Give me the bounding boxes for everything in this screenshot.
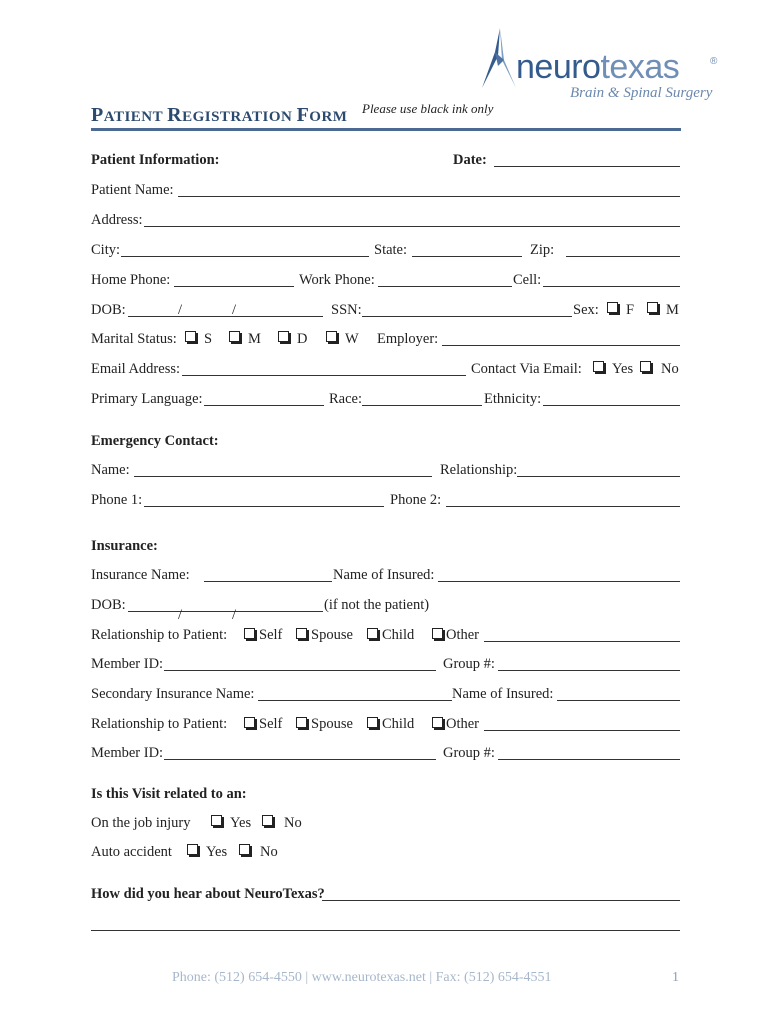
patient-name-field[interactable]: [178, 196, 680, 197]
insurance-name-label: Insurance Name:: [91, 567, 190, 583]
auto-accident-yes-checkbox[interactable]: [187, 844, 198, 855]
sec-rel-self-checkbox[interactable]: [244, 717, 255, 728]
sec-rel-spouse-label: Spouse: [311, 716, 353, 732]
marital-d-checkbox[interactable]: [278, 331, 289, 342]
contact-email-no-checkbox[interactable]: [640, 361, 651, 372]
patient-name-label: Patient Name:: [91, 182, 174, 198]
marital-status-label: Marital Status:: [91, 331, 177, 347]
section-emergency-contact: Emergency Contact:: [91, 433, 219, 449]
auto-accident-label: Auto accident: [91, 844, 172, 860]
name-of-insured-label: Name of Insured:: [333, 567, 435, 583]
sec-rel-spouse-checkbox[interactable]: [296, 717, 307, 728]
referral-question: How did you hear about NeuroTexas?: [91, 886, 325, 902]
ethnicity-label: Ethnicity:: [484, 391, 542, 407]
rel-child-checkbox[interactable]: [367, 628, 378, 639]
contact-via-email-label: Contact Via Email:: [471, 361, 582, 377]
secondary-relationship-label: Relationship to Patient:: [91, 716, 228, 732]
state-label: State:: [374, 242, 408, 258]
emergency-relationship-label: Relationship:: [440, 462, 518, 478]
dob-separator: /: [232, 302, 237, 318]
secondary-insurance-label: Secondary Insurance Name:: [91, 686, 255, 702]
sex-m-label: M: [666, 302, 679, 318]
insured-dob-field[interactable]: [128, 611, 323, 612]
auto-accident-no-label: No: [260, 844, 278, 860]
emergency-name-field[interactable]: [134, 476, 432, 477]
ethnicity-field[interactable]: [543, 405, 680, 406]
rel-spouse-label: Spouse: [311, 627, 353, 643]
form-title: PATIENT REGISTRATION FORM: [91, 104, 348, 126]
insurance-name-field[interactable]: [204, 581, 332, 582]
work-phone-field[interactable]: [378, 286, 512, 287]
section-patient-information: Patient Information:: [91, 152, 220, 168]
marital-m-checkbox[interactable]: [229, 331, 240, 342]
marital-w-checkbox[interactable]: [326, 331, 337, 342]
marital-d-label: D: [297, 331, 308, 347]
sec-rel-child-label: Child: [382, 716, 415, 732]
work-phone-label: Work Phone:: [299, 272, 375, 288]
city-label: City:: [91, 242, 121, 258]
job-injury-no-label: No: [284, 815, 302, 831]
referral-field-line-2[interactable]: [91, 930, 680, 931]
group-number-field[interactable]: [498, 670, 680, 671]
home-phone-label: Home Phone:: [91, 272, 171, 288]
rel-spouse-checkbox[interactable]: [296, 628, 307, 639]
auto-accident-yes-label: Yes: [206, 844, 228, 860]
secondary-group-number-field[interactable]: [498, 759, 680, 760]
sex-f-label: F: [626, 302, 635, 318]
group-number-label: Group #:: [443, 656, 495, 672]
email-address-label: Email Address:: [91, 361, 181, 377]
sec-rel-other-field[interactable]: [484, 730, 680, 731]
marital-s-label: S: [204, 331, 213, 347]
marital-w-label: W: [345, 331, 359, 347]
employer-field[interactable]: [442, 345, 680, 346]
sex-label: Sex:: [573, 302, 599, 318]
ssn-field[interactable]: [362, 316, 572, 317]
ssn-label: SSN:: [331, 302, 362, 318]
rel-self-label: Self: [259, 627, 283, 643]
emergency-relationship-field[interactable]: [517, 476, 680, 477]
employer-label: Employer:: [377, 331, 439, 347]
emergency-phone1-field[interactable]: [144, 506, 384, 507]
rel-child-label: Child: [382, 627, 415, 643]
section-visit-related: Is this Visit related to an:: [91, 786, 247, 802]
date-label: Date:: [453, 152, 487, 168]
dob-separator: /: [232, 607, 237, 623]
sex-m-checkbox[interactable]: [647, 302, 658, 313]
header-divider: [91, 128, 681, 131]
secondary-member-id-field[interactable]: [164, 759, 436, 760]
emergency-phone2-label: Phone 2:: [390, 492, 442, 508]
sec-rel-other-checkbox[interactable]: [432, 717, 443, 728]
secondary-name-of-insured-field[interactable]: [557, 700, 680, 701]
city-field[interactable]: [121, 256, 369, 257]
primary-language-label: Primary Language:: [91, 391, 203, 407]
race-label: Race:: [329, 391, 363, 407]
sec-rel-other-label: Other: [446, 716, 480, 732]
emergency-phone2-field[interactable]: [446, 506, 680, 507]
dob-separator: /: [178, 607, 183, 623]
referral-field[interactable]: [322, 900, 680, 901]
cell-field[interactable]: [543, 286, 680, 287]
sec-rel-child-checkbox[interactable]: [367, 717, 378, 728]
logo-tagline: Brain & Spinal Surgery: [570, 85, 713, 101]
job-injury-no-checkbox[interactable]: [262, 815, 273, 826]
rel-other-label: Other: [446, 627, 480, 643]
address-label: Address:: [91, 212, 143, 228]
logo-wordmark: neurotexas: [516, 48, 680, 86]
job-injury-yes-checkbox[interactable]: [211, 815, 222, 826]
zip-field[interactable]: [566, 256, 680, 257]
sex-f-checkbox[interactable]: [607, 302, 618, 313]
ink-note: Please use black ink only: [362, 101, 494, 116]
registered-mark: ®: [710, 56, 718, 67]
job-injury-yes-label: Yes: [230, 815, 252, 831]
section-insurance: Insurance:: [91, 538, 158, 554]
job-injury-label: On the job injury: [91, 815, 191, 831]
home-phone-field[interactable]: [174, 286, 294, 287]
footer-contact: Phone: (512) 654-4550 | www.neurotexas.net | Fax: (512) 654-4551: [172, 970, 552, 985]
secondary-member-id-label: Member ID:: [91, 745, 164, 761]
primary-language-field[interactable]: [204, 405, 324, 406]
marital-s-checkbox[interactable]: [185, 331, 196, 342]
date-field[interactable]: [494, 166, 680, 167]
dob-label: DOB:: [91, 302, 126, 318]
insured-dob-label: DOB:: [91, 597, 126, 613]
member-id-field[interactable]: [164, 670, 436, 671]
sec-rel-self-label: Self: [259, 716, 283, 732]
contact-email-yes-checkbox[interactable]: [593, 361, 604, 372]
zip-label: Zip:: [530, 242, 555, 258]
state-field[interactable]: [412, 256, 522, 257]
member-id-label: Member ID:: [91, 656, 164, 672]
page-number: 1: [672, 970, 679, 985]
secondary-group-number-label: Group #:: [443, 745, 495, 761]
relationship-to-patient-label: Relationship to Patient:: [91, 627, 228, 643]
cell-label: Cell:: [513, 272, 542, 288]
rel-other-checkbox[interactable]: [432, 628, 443, 639]
rel-other-field[interactable]: [484, 641, 680, 642]
rel-self-checkbox[interactable]: [244, 628, 255, 639]
name-of-insured-field[interactable]: [438, 581, 680, 582]
secondary-insurance-field[interactable]: [258, 700, 452, 701]
emergency-name-label: Name:: [91, 462, 130, 478]
emergency-phone1-label: Phone 1:: [91, 492, 143, 508]
email-address-field[interactable]: [182, 375, 466, 376]
dob-field[interactable]: [128, 316, 323, 317]
race-field[interactable]: [362, 405, 482, 406]
logo-spine-icon: [478, 26, 520, 90]
contact-email-yes-label: Yes: [612, 361, 634, 377]
auto-accident-no-checkbox[interactable]: [239, 844, 250, 855]
marital-m-label: M: [248, 331, 261, 347]
contact-email-no-label: No: [661, 361, 679, 377]
dob-separator: /: [178, 302, 183, 318]
secondary-name-of-insured-label: Name of Insured:: [452, 686, 554, 702]
if-not-patient-note: (if not the patient): [324, 597, 430, 613]
address-field[interactable]: [144, 226, 680, 227]
